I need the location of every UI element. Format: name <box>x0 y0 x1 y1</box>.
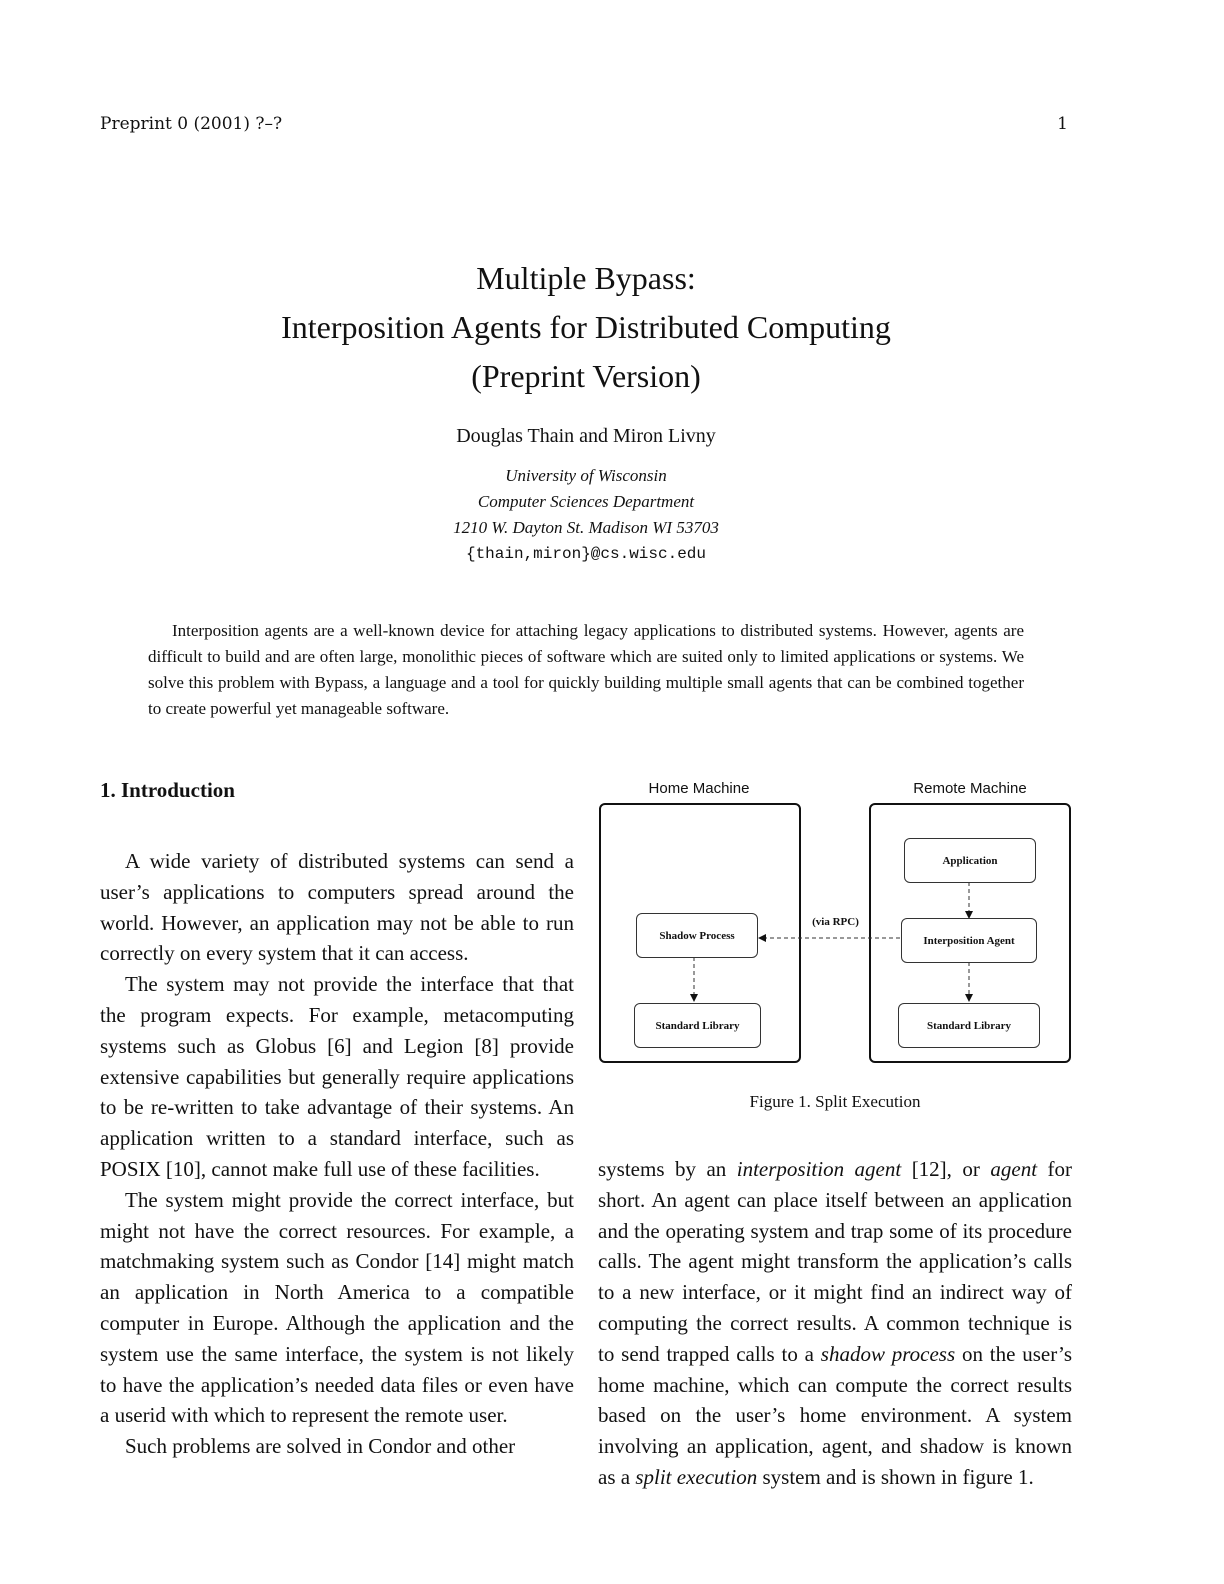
rpc-label: (via RPC) <box>812 916 859 928</box>
affiliation-university: University of Wisconsin <box>505 466 667 485</box>
paper-title <box>0 254 1172 401</box>
body-column-left <box>100 846 574 1462</box>
abstract: Interposition agents are a well-known device for attaching legacy applications to distributed systems. However, agents are difficult to build and are often large, monolithic pieces of software which are suited only to limited applications or systems. We solve this problem with Bypass, a language and a tool for quickly building multiple small agents that can be combined together to create powerful yet manageable software. <box>148 621 1024 718</box>
authors: Douglas Thain and Miron Livny <box>456 425 716 447</box>
affiliation-department: Computer Sciences Department <box>477 492 695 511</box>
page-number: 1 <box>1057 114 1068 134</box>
shadow-process-box: Shadow Process <box>636 913 758 958</box>
title-line-2: Interposition Agents for Distributed Computing <box>281 309 891 345</box>
text-run: systems by an <box>598 1157 737 1181</box>
text-run: [12], or <box>901 1157 991 1181</box>
paragraph: The system might provide the correct interface, but might not have the correct resources. For example, a matchmaking system such as Condor [14] might match an application in North America to a compatible computer in Europe. Although the application and the system use the same interface, the system is not likely to have the application’s needed data files or even have a userid with which to represent the remote user. <box>100 1187 574 1428</box>
emphasis-shadow-process: shadow process <box>820 1341 956 1366</box>
affiliation <box>0 463 1172 567</box>
section-heading: 1. Introduction <box>100 778 235 802</box>
application-box: Application <box>904 838 1036 883</box>
home-standard-library-box: Standard Library <box>634 1003 761 1048</box>
split-execution-figure <box>598 776 1072 1076</box>
affiliation-address: 1210 W. Dayton St. Madison WI 53703 <box>453 518 719 537</box>
running-header: Preprint 0 (2001) ?–? <box>100 114 283 134</box>
emphasis-interposition-agent: interposition agent <box>736 1157 902 1181</box>
text-run: on the user’s home machine, which can compute the correct results based on the user’s home environment. A system involving an application, agent, and shadow is known as a <box>598 1341 1073 1489</box>
paragraph: A wide variety of distributed systems can send a user’s applications to computers spread around the world. However, an application may not be able to run correctly on every system that it can access. <box>100 849 574 966</box>
interposition-agent-box: Interposition Agent <box>901 918 1037 963</box>
text-run: for short. An agent can place itself between an application and the operating system and trap some of its procedure calls. The agent might transform the application’s calls to a new interface, or it might find an indirect way of computing the correct results. A common technique is to send trapped calls to a <box>598 1157 1072 1366</box>
body-column-right <box>598 1154 1072 1493</box>
remote-machine-label: Remote Machine <box>913 780 1027 797</box>
home-machine-label: Home Machine <box>648 780 750 797</box>
paragraph: The system may not provide the interface that that the program expects. For example, metacomputing systems such as Globus [6] and Legion [8] provide extensive capabilities but generally require applications to be re-written to take advantage of their systems. An application written to a standard interface, such as POSIX [10], cannot make full use of these facilities. <box>100 972 574 1181</box>
text-run: system and is shown in figure 1. <box>757 1464 1034 1489</box>
paragraph: Such problems are solved in Condor and other <box>125 1434 516 1459</box>
emphasis-agent: agent <box>990 1157 1038 1181</box>
title-line-1: Multiple Bypass: <box>476 260 696 296</box>
title-line-3: (Preprint Version) <box>471 358 701 394</box>
paragraph <box>598 1154 1072 1493</box>
emphasis-split-execution: split execution <box>635 1464 758 1489</box>
author-email: {thain,miron}@cs.wisc.edu <box>465 545 707 563</box>
figure-caption: Figure 1. Split Execution <box>749 1092 921 1111</box>
remote-standard-library-box: Standard Library <box>898 1003 1040 1048</box>
